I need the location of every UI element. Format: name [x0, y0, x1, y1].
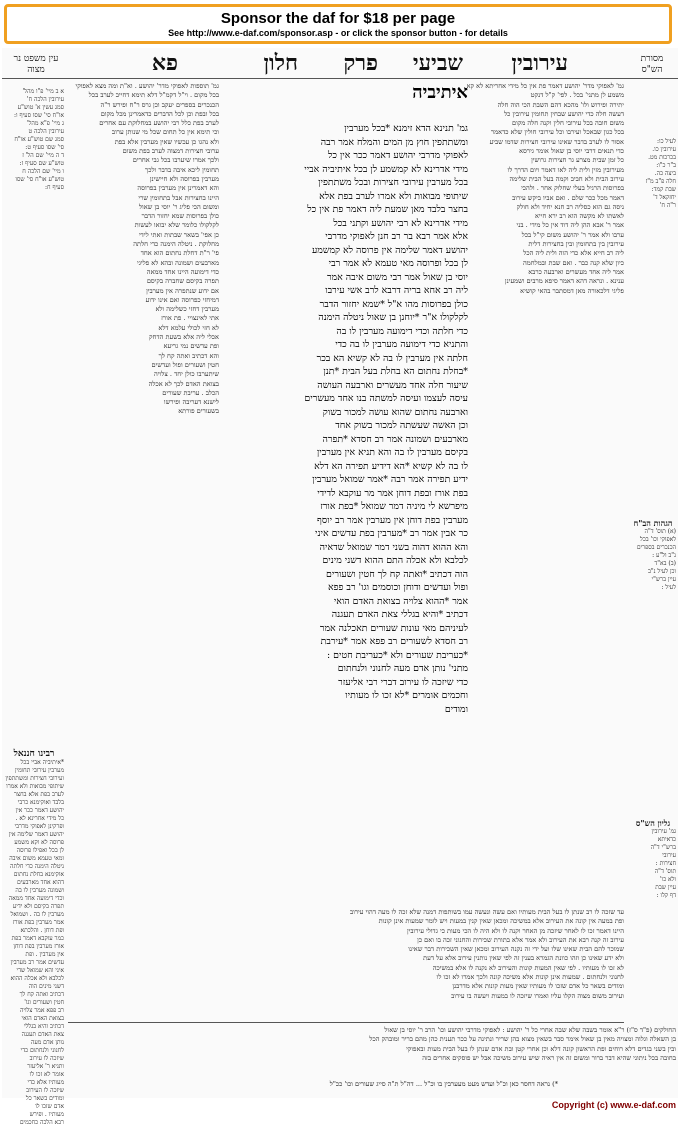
rabbenu-chananel-line: לחנוני ולנחתום כדי	[20, 1047, 64, 1054]
rabbenu-chananel-line: בצואת האדם הואי	[21, 1015, 64, 1022]
ein-mishpat-column	[4, 88, 64, 238]
tosafot-line: בכל ובפת וכן לכל הדברים כדאמרינן מכל מקום	[100, 109, 219, 118]
rabbenu-chananel-line: מערבין לו בה . ושמואל	[10, 911, 64, 918]
lower-rashi-line: היינו דאמר זכו לו לאחר שיזכה מן האחר וקנה לו ולא היה לו הכי מעות כי גדולי עירובין	[406, 926, 624, 935]
gemara-line: מידי אדרינא לא רבי יהושע וקתני בכל	[333, 217, 468, 229]
ein-mishpat-ref: ג מיי' פ"א מהל'	[26, 120, 64, 127]
rashi-line: מעירובין מזין ולית ליה לאו דאמר ויום הדרך לו	[507, 165, 624, 174]
tosafot-line: אתי לאינצויי . פת אורז	[161, 314, 219, 323]
rabbenu-chananel-line: שיתופי מבואות ולא אמרו	[6, 783, 64, 790]
rashi-line: כל זמן שבית מצרע גר חצירות גרושין	[531, 156, 624, 165]
hagahot-line: נ"ב ול"ע :	[652, 552, 676, 559]
rashi-line: ערבו ולא אמר ר' יהושע משום קי"ל בכל	[521, 230, 624, 239]
gilyon-line: גמ' עירובין	[651, 828, 676, 835]
rabbenu-chananel-line: כמר עוקבא דאמר בפת	[11, 935, 64, 942]
ein-mishpat-ref: ו מיי' שם הלכה ח	[22, 168, 64, 175]
rabbenu-chananel-line: לכלבא ולא אכלה ההוא	[10, 975, 64, 982]
tosafot-line: אם ידוע שנתפרה אין מערבין	[146, 286, 219, 295]
rabbenu-chananel-line: שיזכה לו עירוב	[29, 1055, 64, 1062]
hagahot-line: וכן לעיל נ"ב	[648, 568, 676, 575]
rabbenu-chananel-line: נותן אדם מעה	[30, 1039, 64, 1046]
bottom-note-line: בן השאלה וגלוה ומצויה מאין בן שאול אימר סבר בשאין מצוא בהן שריר ונתינה על ככר תענית כהן מהם בריר ומובהק הכל	[369, 1035, 676, 1044]
rabbenu-chananel-line: ניטלה הימנה כדי חלתה	[10, 863, 64, 870]
hagahot-line: עיין ברש"י	[651, 576, 676, 583]
tosafot-line: בשעורים פורתא	[178, 407, 219, 416]
ein-mishpat-ref: עירובין הלכה ט	[28, 128, 64, 135]
rabbenu-chananel-line: וכדי דימועה אחד ממאה	[8, 895, 64, 902]
ein-mishpat-ref: טוש"ע או"ח סי' שסו	[15, 176, 64, 183]
gilyon-line: דף קלו :	[656, 892, 676, 899]
rashi-line: עירוב הבית ולא חביב וקמה בעל הבית שלימה	[509, 174, 624, 183]
rabbenu-chananel-line: צאת האדם תעגנה	[21, 1031, 64, 1038]
gilyon-line: כדאיתא	[657, 836, 676, 843]
tosafot-line: חטין ושעורים ופול ועדשים	[151, 360, 219, 369]
copyright-notice: Copyright (c) www.e-daf.com	[551, 1100, 676, 1110]
mesorah-ref: ר"ה ח'	[659, 202, 676, 209]
footnote: *) נראה דחסר כאן וכ"ל ועדש מעט מעערבין בו וכ"ל ... דה"ל ת"ה סייג שעורים וכו' ככ"ל	[329, 1080, 558, 1088]
rashi-line: בכל כגון שבאכל ועירבו וכל עירובי חולין שלא כדאמר	[491, 128, 624, 137]
rabbenu-chananel-line: יהושע דאמר שלימה אין	[8, 831, 64, 838]
gemara-line: מערבין בפת דוחן אין מערבין אמר רב יוסף	[317, 514, 468, 526]
rashi-line: עירובין בין בתחומין ובין בחצירות דלית	[528, 240, 624, 249]
rashi-line: ליה רב חייא אלא כדי הוה ולית ליה הכל	[523, 249, 624, 258]
rashi-line: כדי תנאים דרבי יוסי בן שאול אומר גירסא	[519, 147, 624, 156]
rabbenu-chananel-line: אורז מערבין בפת דוחן	[13, 943, 64, 950]
gilyon-line: תוס' ד"ה	[654, 868, 676, 875]
hagahot-habach	[630, 518, 676, 628]
tosafot-line: תחומין ליכא איבה בדבר ולכך	[145, 165, 219, 174]
gilyon-line: ברש"י ד"ה	[650, 844, 676, 851]
mesorah-header: מסורת הש"ס	[640, 54, 664, 75]
gemara-line: ופול ועדשים ודוחן וכוסמים וגו' רב פפא	[328, 582, 468, 593]
hagahot-line: לעיל :	[661, 584, 676, 591]
hagahot-line: (ב) בא"ד	[654, 560, 676, 567]
gemara-line: רב חסדא לשעורים רב פפא אמר *עירבת	[320, 636, 468, 647]
gilyon-line: עירובי	[662, 852, 676, 859]
lower-rashi-line: לחנוני ולנחתום . שמעות אינן קונות אלא משיכה קונה ולכך אמרו לא זכו לו	[436, 973, 624, 982]
mesorah-ref: בכרכות מט.	[648, 154, 676, 161]
rabbenu-chananel-line: אמר מערבין בפת אורז	[12, 919, 64, 926]
rabbenu-chananel-line: כל מידי אחרינא לא .	[15, 815, 64, 822]
mesorah-ref: עירובין כו.	[652, 146, 676, 153]
gilyon-line: חצירות :	[655, 860, 676, 867]
ein-mishpat-ref: או"ח סי' שסו סעיף ו:	[14, 112, 64, 119]
tosafot-line: והא דאמרינן אין מערבין בפרוסה	[137, 184, 219, 193]
gemara-line: מתני' נותן אדם מעה לחנוני ולנחתום	[337, 663, 468, 674]
header-chalon: חלון	[263, 50, 298, 76]
rashi-line: אסור לו לערב בדבר שאינו עירובי חצירות שדמו שביע	[489, 137, 624, 146]
rashi-line: יתירה ופירוש ולו' מהכא דהם השבת הכי הוה חלה	[497, 100, 624, 109]
tosafot-line: ולא נהגו כן עכשיו שאין מערבין אלא בפת	[114, 137, 219, 146]
mesorah-ref: ביצה כה.	[654, 170, 676, 177]
ein-mishpat-ref: טוש"ע שם סעיף ז:	[19, 160, 64, 167]
rabbenu-chananel-line: בלבד ואוקימנא כרבי	[17, 799, 64, 806]
rashi-line: כיון שלא קנה כבר . ואם שבת ובמלחמה	[523, 258, 624, 267]
gemara-column	[223, 82, 468, 902]
tosafot-line: כן אפי' בשאר שבתות ואתי לידי	[138, 230, 219, 239]
bottom-note-line: החולקים (פ"ד ס"ז) ר"א אומר בשבה שלא שבה אחרי כל ר' יהושע : לאפוקי מדרבי יהושע וכו' הרב ר' יוסי בן שאול	[384, 1026, 676, 1034]
lower-rashi-line: ופת במעה אין קונה את העירוב אלא במשיכה ומכאן שאין קנין במעות ויש לומר שמעות אינן קונות	[378, 917, 624, 926]
gemara-line: לו בה לא קשיא *הא דידיע תפירה הא דלא	[314, 460, 468, 472]
gemara-line: כדי שיזכה לו עירוב דברי רבי אליעזר	[338, 676, 468, 688]
gemara-line: אלא אמר רבא בר רב חנן לאפוקי מדרבי	[325, 231, 468, 242]
rashi-line: ענינא . ונראה דהא דאמר סיפא מרבים ושמעינן	[504, 277, 624, 286]
notes-rule	[68, 1022, 624, 1023]
gemara-line: גמ' תנינא הדא זימנא *בכל מערבין	[344, 123, 468, 134]
gemara-line: מידי אדרינא לא קמשמע לן בכל איתיביה אביי	[304, 163, 468, 175]
rabbenu-chananel-line: אומר לא זכו לו	[29, 1071, 64, 1078]
mesorah-ref: לעיל כו:	[657, 138, 676, 145]
tosafot-line: בכל מקום . וי"ל דקמ"ל דלא תימא דחייב לערב בכל	[88, 91, 219, 100]
rabbenu-chananel-line: ושמונה מערבין לו בה	[15, 887, 64, 894]
lower-rashi-line: ולא ידע שאינו כן וזהו כוונת הגמרא בענין זה לפי שאין נותנין עירוב אלא על דעת	[423, 954, 624, 963]
lower-rashi-line: עד שזכה לו רב שנתן לו בעל הבית מעותיו ואם עשה ונעשה עמו בשותפות דמנה שלא זכה לו מעה דהוי עירוב	[349, 908, 624, 916]
rashi-column	[466, 82, 624, 902]
rabbenu-chananel-line: שיזכה לו העירוב	[26, 1087, 64, 1094]
ein-mishpat-ref: עירובין הלכה ח'	[26, 96, 64, 103]
gemara-line: לקלקולו א"ר *יוחנן בן שאול ניטלה הימנה	[318, 312, 468, 323]
gemara-line: ומודים	[444, 703, 468, 715]
tosafot-line: הכנכרים בספרים יעקב וכן גרס ר"ח ופירש ר"ה	[100, 100, 219, 109]
rabbenu-chananel-label: רבינו חננאל	[13, 749, 55, 759]
tosafot-line: דמיחזי כפרוסה ואם אינו ידוע	[145, 295, 219, 304]
gemara-line: ליה רב אחא בריה דרבא לרב אשי עירבו	[325, 285, 468, 296]
ein-mishpat-ref: סעיף ח:	[45, 184, 64, 191]
mesorah-ref: שבת קמד:	[651, 186, 676, 193]
lower-rashi-line: ומודים בשאר כל אדם שזכו לו מעותיו שאין מעות קונות אלא מדרבנן	[452, 982, 624, 991]
gemara-line: יוסי בן שאול אמר רבי משום איבה אמר	[326, 271, 468, 283]
lower-rashi-line: ועירוב משום מצוה הקלו עליו ואמרו שיזכה לו במעות ויעשה בו עירוב	[451, 991, 624, 1000]
header-shvii: שביעי	[412, 50, 463, 76]
bottom-notes	[56, 1026, 676, 1076]
gemara-line: לן בכל ופרוסה מאי טעמא לא אמר רבי	[328, 258, 468, 269]
gilyon-hashas	[630, 818, 676, 928]
tosafot-line: הכלב . עריבת שעורים	[162, 388, 219, 397]
tosafot-line: וכי תימא אין כל תחום שכל מי שנותן ערוב	[111, 128, 219, 137]
tosafot-line: תפרה בקיסם שחברה בקיסם	[146, 277, 219, 286]
tosafot-line: והא דכתיב ואתה קח לך	[158, 351, 219, 360]
tosafot-line: לערב בפת כלל רבי יהושע במחלוקת עם אחרים	[99, 119, 219, 128]
rashi-line: בפרוסות הרגיל בעלי שחלוק אחר . ולהכי	[521, 184, 624, 193]
gemara-line: בכל מערבין עירובי חצירות ובכל משתתפין	[318, 177, 468, 188]
rabbenu-chananel-line: אין מערבין . ופת	[25, 951, 64, 958]
gemara-line: שיתופי מבואות ולא אמרו לערב בפת אלא	[319, 190, 468, 202]
page-header	[2, 48, 678, 78]
gemara-line: כדי חלתה וכדי דימועה מערבין לו בה	[336, 325, 468, 337]
rashi-line: ניסה גם הוא כסליה רב חנא יחיד ולא חולק	[516, 202, 624, 211]
rabbenu-chananel-line: אדם שזכו לו	[35, 1103, 64, 1110]
rabbenu-chananel-line: חטין ושעורים וגו'	[24, 999, 64, 1006]
ituta-label: איתיביה	[412, 82, 468, 103]
bottom-note-line: בחובה בכל ניתוני שהיא דבר ברור ומשום זה אין ראיה שיש עירוב משיכה אבל יש פוסקים אחרים בזה	[422, 1053, 676, 1062]
gemara-line: לאפוקי מדרבי יהושע דאמר ככר אין כל	[327, 150, 468, 161]
rabbenu-chananel-line: עדשים אמר רב מערבין	[10, 959, 64, 966]
gemara-line: יהושע דאמר שלימה אין פרוסה לא קמשמע	[311, 244, 468, 256]
sponsor-subtitle[interactable]: See http://www.e-daf.com/sponsor.asp - or click the sponsor button - for details	[168, 28, 508, 38]
rabbenu-chananel-line: ופת דוחן . והלכתא	[20, 927, 64, 934]
rashi-line: דאמר מכל ככר שלם . ואם אביו ביקש עירוב	[512, 193, 624, 202]
rashi-line: אמר ליה אחד מעשרים וארבעה כרבא	[528, 267, 624, 276]
rabbenu-chananel-line: דשני מינים הוה	[28, 983, 64, 990]
gemara-line: עיסה לעצמו ועיסה למשתה בנו אחד מעשרים	[304, 393, 468, 404]
rabbenu-chananel-line: רב פפא אמר צלויה	[19, 1007, 64, 1014]
tosafot-line: כדי דימועה היינו אחד ממאה	[146, 267, 219, 276]
gemara-line: ידיע תפירה אמר רבה *אמר שמואל מערבין	[312, 474, 468, 485]
mesorah-ref: חלה פ"ב מ"ז	[645, 178, 676, 185]
rabbenu-chananel-line: דכתיב ואתה קח לך	[19, 991, 64, 998]
gemara-line: וארבעה נחתום שהוא עושה למכור בשוק	[322, 406, 468, 418]
rabbenu-chananel-line: אוקימנא בחלת נחתום	[13, 871, 64, 878]
header-rule	[2, 78, 678, 79]
rabbenu-chananel-line: ועירובי חצירות ומשתתפין	[5, 775, 64, 782]
rashi-line: משום חובה בכל עירובי חלין וקנה חלה מקום	[512, 119, 624, 128]
tosafot-line: ולכך אמרו שיערבו בכל גבי אחרים	[132, 156, 219, 165]
gemara-line: בפת אורז ובפת דוחן אמר מר עוקבא לדידי	[317, 487, 468, 499]
rashi-line: משמע לן מתני' בכל . לפי' ק"ל דנקט	[530, 91, 624, 100]
rabbenu-chananel-line: דהוא אחד מארבעים	[16, 879, 64, 886]
rabbenu-chananel-line: תפרה בקיסם ולא ידיע	[12, 903, 64, 910]
tosafot-line: לישנא דעריבה ופירשו	[163, 398, 219, 407]
rabbenu-chananel-line: רבא הלכה כחכמים	[19, 1119, 64, 1126]
gemara-line: *בחלת נחתום הא בחלת בעל הבית *תנן	[323, 366, 468, 377]
gemara-line: כולן בפרוסות מהו א"ל *שמא יחזור הדבר	[319, 298, 468, 310]
header-perek: פרק	[343, 50, 378, 76]
tosafot-line: היינו בחצירות אבל בתחומין שרי	[138, 193, 219, 202]
rabbenu-chananel-line: פרוסה לא וקא משמע	[14, 839, 64, 846]
rabbenu-chananel-line: מעותיו . ופירש	[29, 1111, 64, 1118]
ein-mishpat-ref: סמג שם טוש"ע או"ח	[14, 136, 64, 143]
ein-mishpat-header: עין משפט נר מצוה	[13, 54, 59, 75]
gemara-line: וחכמים אומרים *לא זכו לו מעותיו	[345, 690, 468, 701]
gemara-line: מארבעים ושמונה אמר רב חסדא *תפרה	[322, 433, 468, 445]
lower-rashi-line: שמוכר להם הבית שאינו שלו ועל ידי זה נקנה העירוב ומכאן שאין השכירות דבר שאינו	[408, 945, 624, 954]
lower-rashi-line: עירוב זה קנה רבא את העירוב ולא אמר אלא בתורת שכירות והחנוני זכה בו ואם כן	[417, 935, 624, 944]
tosafot-line: מערבין בפרוסה ולא חיישינן	[149, 174, 219, 183]
rabbenu-chananel-line: דכתיב והיא בגללי	[24, 1023, 64, 1030]
rabbenu-chananel-line: מערבין עירובי תחומין	[14, 767, 64, 774]
rashi-line: דעשה חלה כדי יהושע שבחין תחומין עירובין כל	[504, 109, 624, 118]
gemara-line: והא ההוא דהוה בשני דמר שמואל שדאיה	[319, 541, 468, 553]
rabbenu-chananel-line: מעותיו אלא כדי	[27, 1079, 64, 1086]
gemara-line: וכן האשה שעשתה למכור בשוק אחד	[335, 420, 468, 431]
rashi-line: לאשתו לא מקשה הוא רב ירא חייא	[534, 212, 624, 221]
gemara-opening	[223, 82, 468, 122]
rabbenu-chananel-line: ומודים בשאר כל	[25, 1095, 64, 1102]
gemara-line: שיעור חלה אחד מעשרים וארבעה העושה	[317, 379, 468, 391]
sponsor-title[interactable]: Sponsor the daf for $18 per page	[220, 10, 456, 27]
gemara-line: חלתה אין מערבין לו בה לא קשיא הא בכר	[316, 352, 468, 364]
ein-mishpat-ref: סמג עשין א' טוש"ע	[17, 104, 64, 111]
tosafot-line: שיתערבו כולן יחד . צלויה	[154, 370, 219, 379]
gemara-line: מיפרשא לי מיניה דמר שמואל *בפת אורז	[320, 501, 468, 512]
tosafot-line: מחלוקת . ניטלה הימנה כדי חלתה	[133, 240, 219, 249]
sponsor-banner[interactable]	[4, 4, 672, 44]
rabbenu-chananel-line: לן בכל ואפילו פרוסה	[16, 847, 64, 854]
tosafot-line: אכלי ליה אלא בשעת הדחק	[149, 333, 219, 342]
header-eruvin: עירובין	[511, 50, 568, 76]
gemara-line: אמר *ההוא צלויה בצואת האדם הואי	[333, 595, 468, 607]
gilyon-line: עיין שבת	[655, 884, 676, 891]
rabbenu-chananel-column	[4, 748, 64, 1126]
tosafot-line: ומשום הכי פליג ר' יוסי בן שאול	[138, 202, 219, 211]
mesorah-ref: יחזקאל ד'	[653, 194, 676, 201]
gemara-line: בחצר בלבד מאן שמעת ליה דאמר פת אין כל	[307, 204, 468, 215]
hagahot-label: הגהות הב"ח	[633, 518, 673, 528]
tosafot-column	[67, 82, 219, 902]
hagahot-line: (א) תוס' ד"ה	[644, 528, 676, 535]
hagahot-line: לאפוקי וכו' בכל	[640, 536, 676, 543]
rashi-line: גמ' לאפוקי מדר' יהושע דאמר פת אין כל מידי אחריתא לא קא	[466, 82, 624, 90]
rashi-line: אמר ר' אבא ההן ליה דוד אין כל מידי . בני	[516, 221, 624, 230]
tosafot-line: גמ' תוספות לאפוקי מדר' יהושע . וא"ת ומה מצא לאפוקי	[75, 82, 219, 90]
lower-rashi-line: לא זכו לו מעותיו . לפי שאין המעות קונות והעירוב לא נקנה לו אלא במשיכה	[432, 963, 624, 972]
rabbenu-chananel-line: יהושע דאמר ככר אין	[15, 807, 64, 814]
bottom-note-line: ובין בשני בגדים דלא רוחים ופת הראשון קונה דלא וכן אחרי קטן ובת אדם שנתן לו בעל הבית מעות ובאפוקי	[406, 1044, 676, 1053]
tosafot-line: ערובי חצירות דמצוה לערב בפת משום	[122, 147, 219, 156]
tosafot-line: ופת עדשים נמי גריעא	[163, 342, 219, 351]
mesorah-ref: ב"ר כ"ו:	[656, 162, 676, 169]
hagahot-line: הכנכרים בספרים	[636, 544, 676, 551]
gilyon-label: גליון הש"ס	[635, 818, 671, 828]
rabbenu-chananel-line: ותניא ר' אליעזר	[27, 1063, 64, 1070]
rabbenu-chananel-line: *איתיביה אביי בכל	[20, 759, 64, 766]
gemara-line: והתניא כדי דימועה מערבין לו בה כדי	[335, 339, 468, 350]
tosafot-line: לא חזי לכולי עלמא דלא	[158, 323, 219, 332]
lower-rashi-block	[68, 908, 624, 1020]
gemara-line: לכלבא ולא אכלה התם ההוא דשני מינים	[322, 555, 468, 566]
tosafot-line: מערבין דחזי כשלימה ולא	[155, 305, 219, 314]
rabbenu-chananel-line: ופרקינן לאפוקי מדרבי	[14, 823, 64, 830]
rabbenu-chananel-line: איני והא שמואל שדי	[16, 967, 64, 974]
tosafot-line: מארבעים ושמונה ובהא לא פליגי	[137, 258, 219, 267]
header-daf: פא	[151, 50, 178, 76]
gemara-line: דכתיב *והיא בגללי צאת האדם תעגנה	[331, 609, 468, 620]
gemara-line: *כעריבת שעורים ולא *כעריבת חטים :	[327, 649, 468, 661]
tosafot-line: כולן בפרוסות שמא יחזור הדבר	[141, 212, 219, 221]
gilyon-line: ולא כו'	[660, 876, 676, 883]
rashi-line: פליגי דלכאורה מאן דמסתבר בהאי קושיא	[520, 286, 624, 295]
gemara-line: בקיסם מערבין לו בה והא תניא אין מערבין	[316, 447, 468, 458]
rabbenu-chananel-line: לערב בפת אלא בחצר	[14, 791, 64, 798]
gemara-line: לעיניהם מאי עונות שעורים תאכלנה אמר	[319, 622, 468, 634]
tosafot-line: בצואת האדם לכך לא אכלה	[148, 379, 219, 388]
tosafot-line: פי' ר"ת דחלת נחתום הוא אחד	[140, 249, 219, 258]
ein-mishpat-ref: א ב מיי' פ"ו מהל'	[22, 88, 64, 95]
ein-mishpat-ref: ד ה מיי' שם הל' ז	[22, 152, 64, 159]
ein-mishpat-ref: סי' שסו סעיף ט:	[25, 144, 64, 151]
tosafot-line: לקלקולו כלומר שלא יבואו לעשות	[134, 221, 219, 230]
gemara-line: ומשתתפין חוץ מן המים והמלח אמר רבה	[320, 136, 468, 148]
rabbenu-chananel-line: ומאי טעמא משום איבה	[9, 855, 64, 862]
gemara-line: הוה דכתיב *ואתה קח לך חטין ושעורים	[326, 568, 468, 580]
gemara-line: כר אבין אמר רב *מערבין בפת עדשים איני	[315, 528, 468, 539]
